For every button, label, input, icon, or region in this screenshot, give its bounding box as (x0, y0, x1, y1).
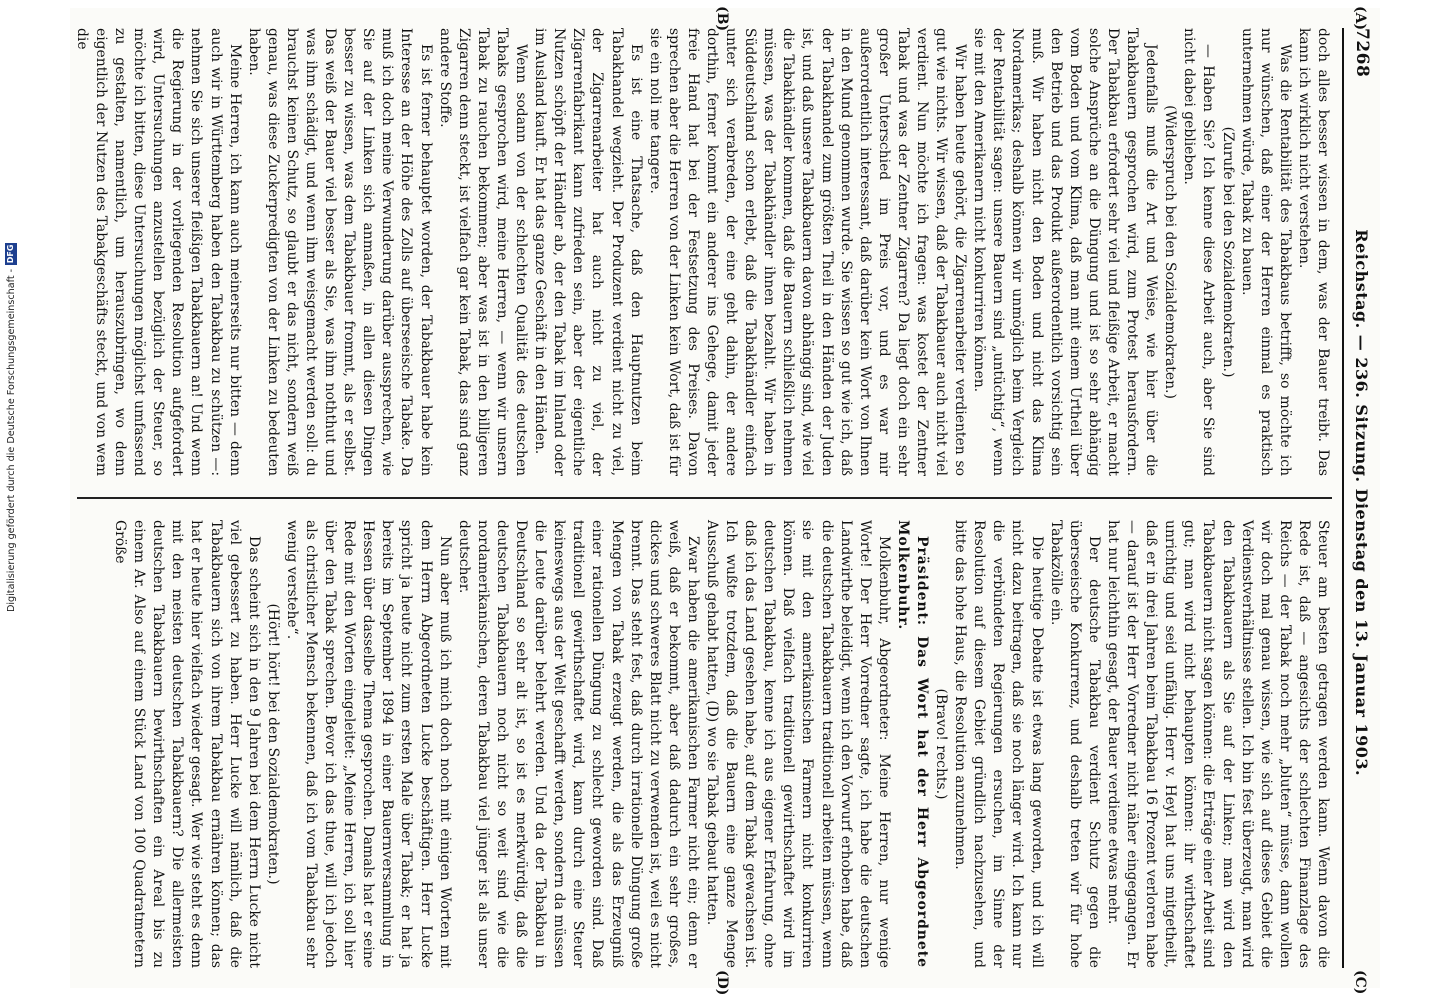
paragraph: Meine Herren, ich kann auch meinerseits nur bitten — denn auch wir in Württemberg haben den Tabakbau zu schützen —: nehmen Sie sich unserer fleißigen Tabakbauern an! Und wenn die Regierung in der vorliegenden Resolution aufgefordert wird, Untersuchungen anzustellen bezüglich der Steuer, so möchte ich bitten, diese Untersuchungen möglichst umfassend zu gestalten, namentlich, um herauszubringen, wo denn eigentlich der Nutzen des Tabakgeschäfts steckt, und von wem die (73, 28, 243, 476)
speaker-paragraph: Molkenbuhr, Abgeordneter: Meine Herren, nur wenige Worte! Der Herr Vorredner sagte, ich habe die deutschen Landwirthe beleidigt, wenn ich den Vorwurf erhoben habe, daß die deutschen Tabakbauern traditionell arbeiten müssen, wenn sie mit den amerikanischen Farmern nicht konkurriren können. Daß vielfach traditionell gewirthschaftet wird im deutschen Tabakbau, kenne ich aus eigener Erfahrung, ohne daß ich das Land gesehen habe, auf dem Tabak gewachsen ist. Ich wußte trotzdem, daß die Bauern eine ganze Menge Ausschuß gehabt hatten, (D) wo sie Tabak gebaut hatten. (704, 520, 892, 968)
paragraph: Steuer am besten getragen werden kann. Wenn davon die Rede ist, daß — angesichts der schlechten Finanzlage des Reichs — der Tabak noch mehr „bluten“ müsse, dann wollen wir doch mal genau wissen, wie sich auf dieses Gebiet die Verdienstverhältnisse stellen. Ich bin fest überzeugt, man wird den Tabakbauern als Sie auf der Linken; man wird den Tabakbauern nicht sagen können: die Erträge einer Arbeit sind gut; man wird nicht behaupten können: ihr wirthschaftet unrichtig und seid unfähig. Herr v. Heyl hat uns mitgetheilt, daß er in drei Jahren beim Tabakbau 16 Prozent verloren habe — darauf ist der Herr Vorredner nicht näher eingegangen. Er hat nur leichthin gesagt, der Bauer verdiene etwas mehr. (1104, 520, 1331, 968)
paragraph: Es ist eine Thatsache, daß den Hauptnutzen beim Tabakhandel wegzieht. Der Produzent verdient nicht zu viel, der Zigarrenarbeiter hat auch nicht zu viel, der Zigarrenfabrikant kann zufrieden sein, aber der eigentliche Nutzen schöpft der Händler ab, der den Tabak im Inland oder im Ausland kauft. Er hat das ganze Geschäft in den Händen. (532, 28, 644, 476)
paragraph: Der deutsche Tabakbau verdient Schutz gegen die überseeische Konkurrenz, und deshalb treten wir für hohe Tabakzölle ein. (1047, 520, 1102, 968)
margin-marker-c: (C) (1352, 970, 1368, 995)
margin-marker-a: (A) (1352, 6, 1368, 31)
digitization-footer (4, 222, 18, 612)
paragraph: Wir haben heute gehört, die Zigarrenarbeiter verdienten so gut wie nichts. Wir wissen, daß der Tabakbauer auch nicht viel verdient. Nun möchte ich fragen: was kostet der Zentner Tabak und was der Zentner Zigarren? Da liegt doch ein sehr großer Unterschied im Preis vor, und es war mir außerordentlich interessant, daß darüber kein Wort von Ihnen in den Mund genommen wurde. Sie wissen so gut wie ich, daß der Tabakhandel zum größten Theil in den Händen der Juden ist, und daß unsere Tabakbauern davon abhängig sind, wie viel die Tabakhändler kommen, daß die Bauern schließlich nehmen müssen, was der Tabakhändler ihnen bezahlt. Wir haben in Süddeutschland schon erlebt, daß die Tabakhändler einfach unter sich verabreden, der eine geht dahin, der andere dorthin, ferner kommt ein anderer ins Gehege, damit jeder freie Hand hat bei der Festsetzung des Preises. Davon sprechen aber die Herren von der Linken kein Wort, daß ist für sie ein noli me tangere. (646, 28, 969, 476)
paragraph: Jedenfalls muß die Art und Weise, wie hier über die Tabakbauern gesprochen wird, zum Protest herausfordern. Der Tabakbau erfordert sehr viel und fleißige Arbeit, er macht solche Ansprüche an die Düngung und ist so sehr abhängig vom Boden und vom Klima, daß man mit einem Urtheil über den Betrieb und das Produkt außerordentlich vorsichtig sein muß. Wir haben nicht den Boden und nicht das Klima Nordamerikas; deshalb können wir unmöglich beim Vergleich der Rentabilität sagen: unsere Bauern sind „untüchtig“, wenn sie mit den Amerikanern nicht konkurriren können. (971, 28, 1160, 476)
speaker-paragraph: Präsident: Das Wort hat der Herr Abgeordnete Molkenbuhr. (894, 520, 931, 968)
column-divider (77, 497, 1332, 499)
paragraph: Das scheint sich in den 9 Jahren bei dem Herrn Lucke nicht viel gebessert zu haben. Herr Lucke will nämlich, daß die Tabakbauern sich von ihrem Tabakbau ernähren können; das hat er heute hier vielfach wieder gesagt. Wer wie steht es denn mit den meisten deutschen Tabakbauern? Die allermeisten deutschen Tabakbauern bewirthschaften ein Areal bis zu einem Ar. Also auf einem Stück Land von 100 Quadratmetern Größe (112, 520, 262, 968)
page-number: 7268 (1352, 28, 1372, 78)
paragraph: Nun aber muß ich mich doch noch mit einigen Worten mit dem Herrn Abgeordneten Lucke beschäftigen. Herr Lucke spricht ja heute nicht zum ersten Male über Tabak; er hat ja bereits im September 1894 in einer Bauernversammlung in Hessen über dasselbe Thema gesprochen. Damals hat er seine Rede mit den Worten eingeleitet: „Meine Herren, ich soll hier über den Tabak sprechen. Bevor ich das thue, will ich jedoch als christlicher Mensch bekennen, daß ich vom Tabakbau sehr wenig verstehe“. (283, 520, 453, 968)
document-page (70, 6, 1380, 996)
margin-marker-b: (B) (714, 6, 730, 32)
paragraph: Zwar haben die amerikanischen Farmer nicht ein; denn er weiß, daß er bekommt, aber daß dadurch ein sehr großes, dickes und schweres Blatt nicht zu verwenden ist, weil es nicht brennt. Das steht fest, daß durch irrationelle Düngung große Mengen von Tabak erzeugt werden, die als das Erzeugniß einer rationellen Düngung zu schlecht geworden sind. Daß traditionell gewirthschaftet wird, kann durch eine Steuer keineswegs aus der Welt geschafft werden, sondern da müssen die Leute darüber belehrt werden. Und da der Tabakbau in Deutschland so sehr alt ist, so ist es merkwürdig, daß die deutschen Tabakbauern noch nicht so weit sind wie die nordamerikanischen, deren Tabakbau viel jünger ist als unser deutscher. (455, 520, 701, 968)
page-header (1342, 28, 1380, 968)
page-header-title: Reichstag. — 236. Sitzung. Dienstag den 13. Januar 1903. (1352, 229, 1372, 777)
left-column (73, 28, 1332, 476)
paragraph: doch alles besser wissen in dem, was der Bauer treibt. Das kann ich wirklich nicht verstehen. (1295, 28, 1331, 476)
interjection: (Hört! hört! bei den Sozialdemokraten.) (264, 603, 281, 885)
right-column (77, 520, 1332, 968)
interjection: (Widerspruch bei den Sozialdemokraten.) (1162, 105, 1179, 399)
paragraph: Was die Rentabilität des Tabakbaus betrifft, so möchte ich nur wünschen, daß einer der Herren einmal es praktisch unternehmen würde, Tabak zu bauen. (1238, 28, 1293, 476)
margin-marker-d: (D) (714, 970, 730, 996)
interjection: (Zurufe bei den Sozialdemokraten.) (1219, 126, 1236, 378)
footer-text: Digitalisierung gefördert durch die Deutsche Forschungsgemeinschaft - (5, 268, 17, 612)
paragraph: — Haben Sie? Ich kenne diese Arbeit auch, aber Sie sind nicht dabei geblieben. (1181, 28, 1217, 476)
dfg-logo-icon: DFG (6, 244, 15, 264)
paragraph: Es ist ferner behauptet worden, der Tabakbauer habe kein Interesse an der Höhe des Zolls auf überseeische Tabake. Da muß ich doch meine Verwunderung darüber aussprechen, wie Sie auf der Linken sich anmaßen, in allen diesen Dingen besser zu wissen, was dem Tabakbauer frommt, als er selbst. Das weiß der Bauer viel besser als Sie, was ihm noththut und was ihm schädigt, und wenn ihm weisgemacht werden soll: du brauchst keinen Schutz, so glaubt er das nicht, sondern weiß genau, was diese Zuckerpredigten von der Linken zu bedeuten haben. (245, 28, 434, 476)
interjection: (Bravo! rechts.) (933, 688, 950, 800)
paragraph: Die heutige Debatte ist etwas lang geworden, und ich will nicht dazu beitragen, daß sie noch länger wird. Ich kann nur die verbündeten Regierungen ersuchen, im Sinne der Resolution auf diesem Gebiet gründlich nachzusehen, und bitte das hohe Haus, die Resolution anzunehmen. (952, 520, 1045, 968)
paragraph: Wenn sodann von der schlechten Qualität des deutschen Tabaks gesprochen wird, meine Herren, — wenn wir unsern Tabak zu rauchen bekommen; aber was ist in den billigeren Zigarren denn steckt, ist vielfach gar kein Tabak, das sind ganz andere Stoffe. (436, 28, 530, 476)
